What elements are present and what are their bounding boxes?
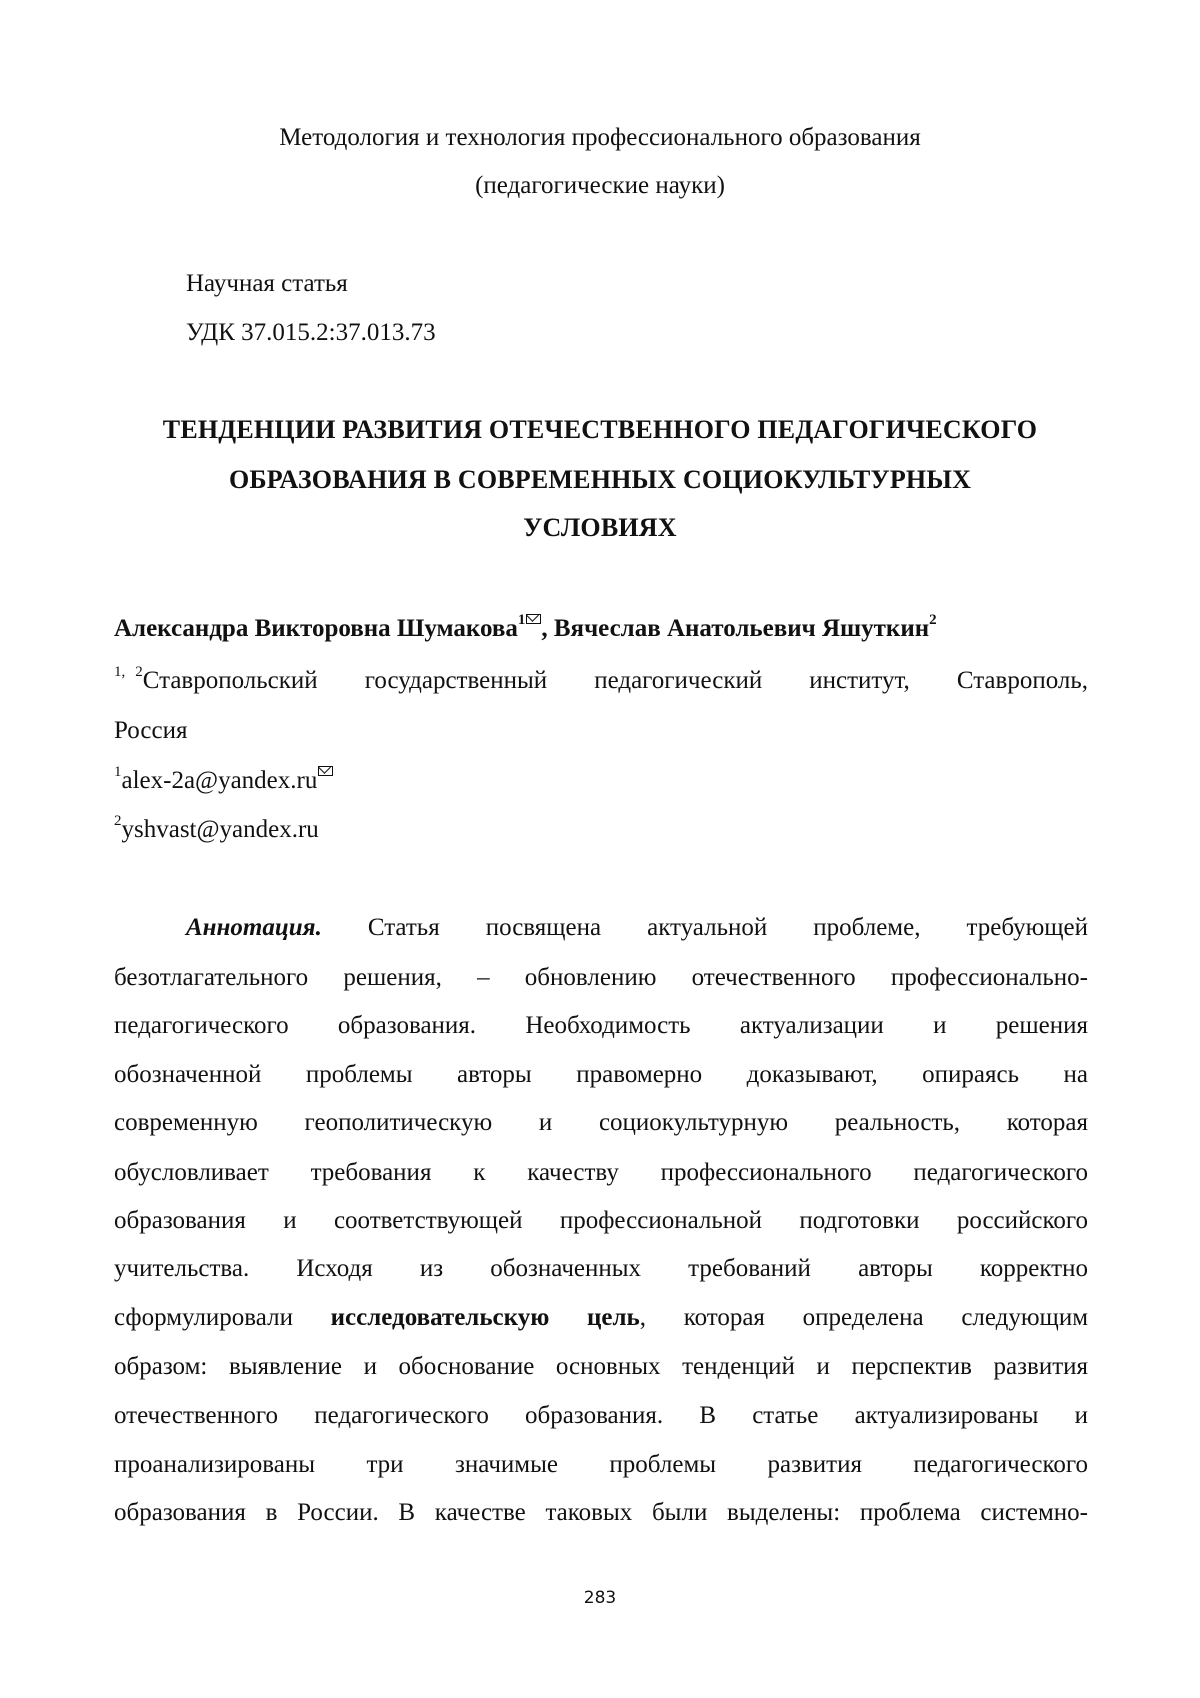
abstract-line-13: образования в России. В качестве таковых были выделены: проблема системно-	[114, 1499, 1088, 1526]
abstract-line-9	[114, 1303, 1088, 1333]
udk-code: УДК 37.015.2:37.013.73	[186, 319, 436, 346]
article-title-line-3: УСЛОВИЯХ	[523, 513, 677, 542]
authors-separator: ,	[541, 615, 554, 642]
envelope-icon	[318, 766, 333, 776]
authors-line	[114, 611, 937, 644]
abstract-label: Аннотация.	[186, 914, 322, 941]
abstract-line-5: современную геополитическую и социокультурную реальность, которая	[114, 1109, 1088, 1136]
abstract-line-9-post: , которая определена следующим	[639, 1304, 1089, 1331]
abstract-line-6: обусловливает требования к качеству профессионального педагогического	[114, 1159, 1088, 1186]
abstract-line-8: учительства. Исходя из обозначенных требований авторы корректно	[114, 1255, 1088, 1282]
abstract-line-11: отечественного педагогического образования. В статье актуализированы и	[114, 1402, 1088, 1429]
section-header-line-1: Методология и технология профессионального образования	[279, 124, 921, 151]
author-2-sup: 2	[929, 611, 937, 628]
author-2-name: Вячеслав Анатольевич Яшуткин	[553, 615, 930, 642]
affiliation-sup-1: 1,	[114, 663, 126, 680]
abstract-line-12: проанализированы три значимые проблемы развития педагогического	[114, 1451, 1088, 1478]
article-title-line-1: ТЕНДЕНЦИИ РАЗВИТИЯ ОТЕЧЕСТВЕННОГО ПЕДАГОГИЧЕСКОГО	[162, 415, 1038, 444]
page-number: 283	[583, 1588, 617, 1608]
envelope-icon	[526, 614, 541, 624]
affiliation-line-2: Россия	[114, 717, 188, 744]
author-1-name: Александра Викторовна Шумакова	[114, 615, 518, 642]
email-2-sup: 2	[114, 812, 122, 829]
email-2-line	[114, 812, 319, 845]
abstract-line-4: обозначенной проблемы авторы правомерно доказывают, опираясь на	[114, 1061, 1088, 1088]
section-header-line-2: (педагогические науки)	[475, 172, 725, 199]
abstract-line-1	[186, 913, 1088, 943]
affiliation-sup-2: 2	[135, 663, 143, 680]
article-type: Научная статья	[186, 270, 348, 297]
email-1-sup: 1	[114, 763, 122, 780]
affiliation-text: Ставропольский государственный педагогический институт, Ставрополь,	[142, 667, 1088, 694]
article-title-line-2: ОБРАЗОВАНИЯ В СОВРЕМЕННЫХ СОЦИОКУЛЬТУРНЫХ	[228, 465, 972, 494]
abstract-line-1-text: Статья посвящена актуальной проблеме, требующей	[367, 914, 1088, 941]
research-goal-term: исследовательскую цель	[330, 1304, 640, 1331]
affiliation-line-1	[114, 663, 1088, 696]
abstract-line-9-pre: сформулировали	[114, 1304, 293, 1331]
abstract-line-3: педагогического образования. Необходимость актуализации и решения	[114, 1012, 1088, 1039]
abstract-line-10: образом: выявление и обоснование основных тенденций и перспектив развития	[114, 1353, 1088, 1380]
author-1-sup: 1	[517, 611, 526, 628]
email-2-link[interactable]: yshvast@yandex.ru	[121, 816, 319, 843]
email-1-line	[114, 763, 333, 796]
abstract-line-2: безотлагательного решения, – обновлению отечественного профессионально-	[114, 964, 1088, 991]
abstract-line-7: образования и соответствующей профессиональной подготовки российского	[114, 1207, 1088, 1234]
email-1-link[interactable]: alex-2a@yandex.ru	[121, 767, 318, 794]
